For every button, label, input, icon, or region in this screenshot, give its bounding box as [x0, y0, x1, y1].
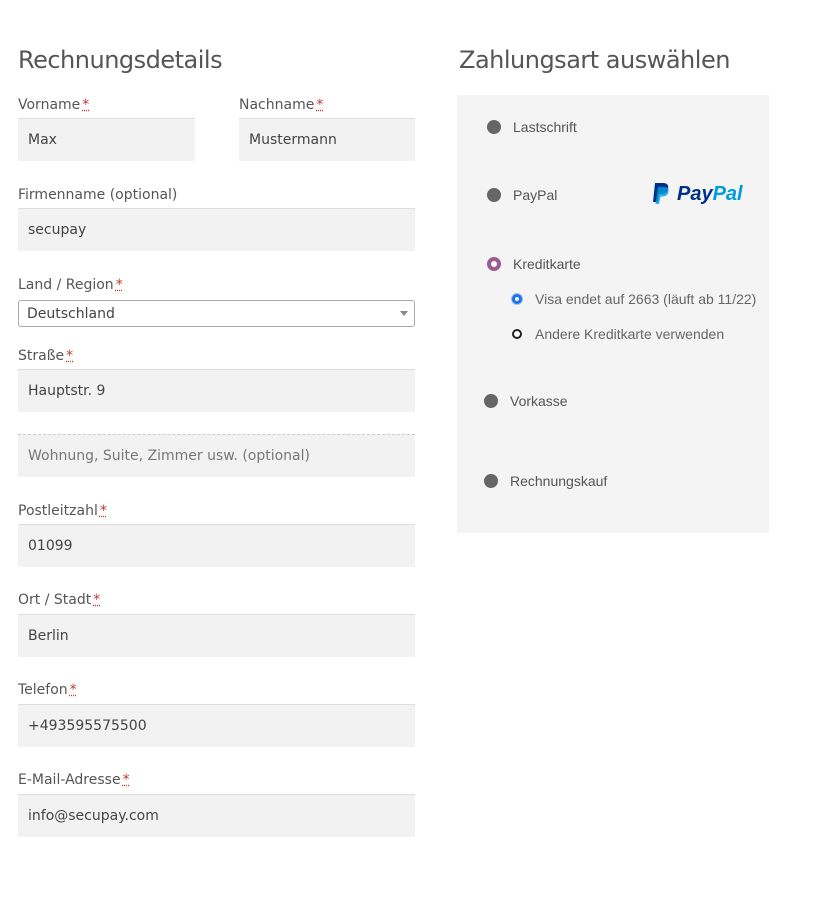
paypal-p-icon	[651, 182, 671, 206]
phone-label: Telefon *	[18, 682, 77, 698]
payment-option-lastschrift[interactable]	[487, 119, 577, 135]
email-input[interactable]: info@secupay.com	[18, 794, 415, 837]
radio-selected-icon	[487, 257, 501, 271]
option-label: Rechnungskauf	[510, 473, 608, 489]
company-input[interactable]: secupay	[18, 208, 415, 251]
chevron-down-icon	[400, 311, 408, 316]
paypal-logo-pay: Pay	[677, 182, 713, 205]
option-label: Kreditkarte	[513, 256, 581, 272]
paypal-logo-pal: Pal	[712, 182, 743, 205]
radio-icon	[484, 394, 498, 408]
email-label: E-Mail-Adresse *	[18, 772, 130, 788]
radio-icon	[487, 120, 501, 134]
option-label: PayPal	[513, 187, 558, 203]
saved-card-option[interactable]	[512, 291, 756, 307]
radio-icon	[484, 474, 498, 488]
first-name-input[interactable]: Max	[18, 118, 195, 161]
city-label: Ort / Stadt *	[18, 592, 101, 608]
payment-methods-panel	[457, 95, 769, 533]
street-label: Straße *	[18, 348, 74, 364]
option-label: Lastschrift	[513, 119, 577, 135]
city-input[interactable]: Berlin	[18, 614, 415, 657]
option-label: Andere Kreditkarte verwenden	[535, 326, 725, 342]
last-name-input[interactable]: Mustermann	[239, 118, 415, 161]
radio-icon	[487, 188, 501, 202]
option-label: Vorkasse	[510, 393, 568, 409]
paypal-logo	[651, 182, 743, 206]
payment-option-kreditkarte[interactable]	[487, 256, 581, 272]
street2-input[interactable]: Wohnung, Suite, Zimmer usw. (optional)	[18, 434, 415, 477]
radio-selected-icon	[512, 294, 522, 304]
country-label: Land / Region *	[18, 277, 123, 293]
last-name-label: Nachname *	[239, 97, 324, 113]
payment-option-rechnungskauf[interactable]	[484, 473, 607, 489]
postcode-label: Postleitzahl *	[18, 503, 107, 519]
payment-option-vorkasse[interactable]	[484, 393, 568, 409]
radio-icon	[512, 329, 522, 339]
company-label: Firmenname (optional)	[18, 187, 178, 203]
country-select[interactable]	[18, 300, 415, 327]
street-input[interactable]: Hauptstr. 9	[18, 369, 415, 412]
option-label: Visa endet auf 2663 (läuft ab 11/22)	[535, 291, 757, 307]
payment-title: Zahlungsart auswählen	[459, 46, 730, 74]
billing-title: Rechnungsdetails	[18, 46, 223, 74]
new-card-option[interactable]	[512, 326, 724, 342]
first-name-label: Vorname *	[18, 97, 90, 113]
phone-input[interactable]: +493595575500	[18, 704, 415, 747]
postcode-input[interactable]: 01099	[18, 524, 415, 567]
country-value: Deutschland	[27, 305, 115, 322]
payment-option-paypal[interactable]	[487, 187, 557, 203]
